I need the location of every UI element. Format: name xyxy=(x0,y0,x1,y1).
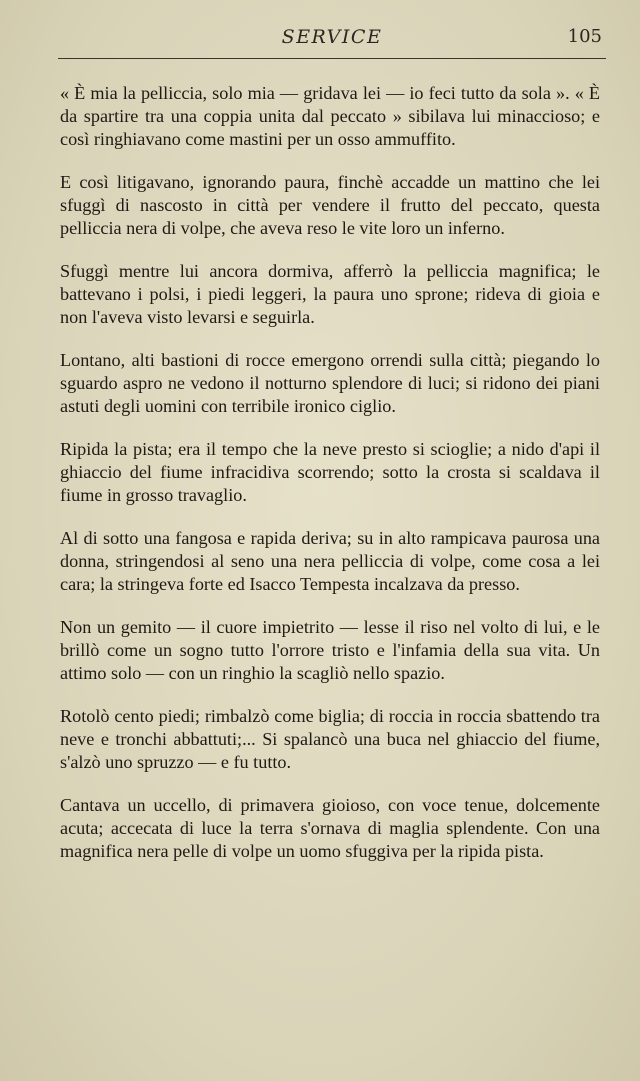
paragraph-1: « È mia la pelliccia, solo mia — gridava lei — io feci tutto da sola ». « È da spartire tra una coppia unita dal peccato » sibilava lui minaccioso; e così ringhiavano come mastini per un osso ammuffito. xyxy=(60,83,600,149)
running-header xyxy=(62,26,602,56)
body-text xyxy=(60,82,600,883)
header-rule xyxy=(58,58,606,59)
paragraph-5: Ripida la pista; era il tempo che la neve presto si scioglie; a nido d'api il ghiaccio del fiume infracidiva scorrendo; sotto la crosta si scaldava il fiume in grosso travaglio. xyxy=(60,439,600,505)
paragraph-4: Lontano, alti bastioni di rocce emergono orrendi sulla città; piegando lo sguardo aspro ne vedono il notturno splendore di luci; si ridono dei piani astuti degli uomini con terribile ironico ciglio. xyxy=(60,350,600,416)
paragraph-2: E così litigavano, ignorando paura, finchè accadde un mattino che lei sfuggì di nascosto in città per vendere il frutto del peccato, questa pelliccia nera di volpe, che aveva reso le vite loro un inferno. xyxy=(60,172,600,238)
paragraph-3: Sfuggì mentre lui ancora dormiva, afferrò la pelliccia magnifica; le battevano i polsi, i piedi leggeri, la paura uno sprone; rideva di gioia e non l'aveva visto levarsi e seguirla. xyxy=(60,261,600,327)
running-title: SERVICE xyxy=(281,26,383,48)
paragraph-8: Rotolò cento piedi; rimbalzò come biglia; di roccia in roccia sbattendo tra neve e tronchi abbattuti;... Si spalancò una buca nel ghiaccio del fiume, s'alzò uno spruzzo — e fu tutto. xyxy=(60,706,600,772)
paragraph-9: Cantava un uccello, di primavera gioioso, con voce tenue, dolcemente acuta; accecata di luce la terra s'ornava di maglia splendente. Con una magnifica nera pelle di volpe un uomo sfuggiva per la ripida pista. xyxy=(60,795,600,861)
page-number: 105 xyxy=(567,26,602,47)
paragraph-7: Non un gemito — il cuore impietrito — lesse il riso nel volto di lui, e le brillò come un sogno tutto l'orrore tristo e l'infamia della sua vita. Un attimo solo — con un ringhio la scagliò nello spazio. xyxy=(60,617,600,683)
paragraph-6: Al di sotto una fangosa e rapida deriva; su in alto rampicava paurosa una donna, stringendosi al seno una nera pelliccia di volpe, come cosa a lei cara; la stringeva forte ed Isacco Tempesta incalzava da presso. xyxy=(60,528,600,594)
